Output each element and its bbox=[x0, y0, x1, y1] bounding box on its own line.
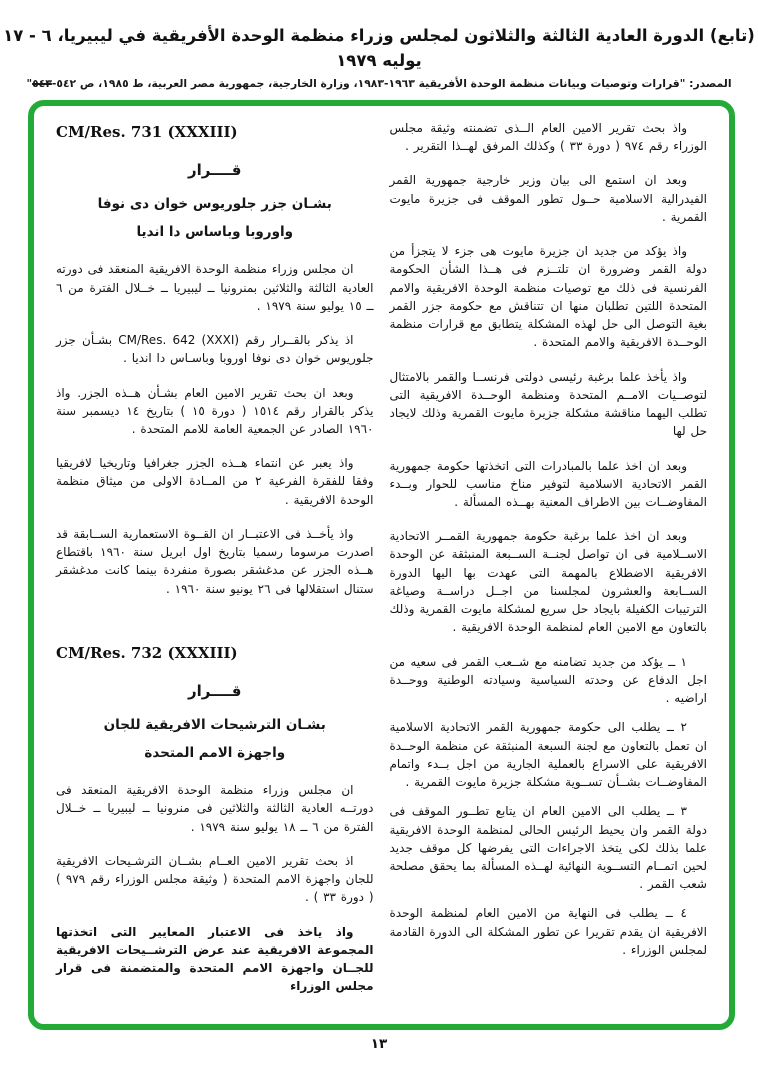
resolution-paragraph: واذ ياخذ فى الاعتبار المعايير التى اتخذتها المجموعة الافريقية عند عرض الترشــيحات الافريقية للجــان واجهزة الامم المتحدة والمتضمنة فى قرار مجلس الوزراء bbox=[56, 924, 374, 994]
resolution-subject-line: واوروبا وباساس دا انديا bbox=[136, 223, 293, 240]
resolution-subject-line: بشـان جزر جلوريوس خوان دى نوفا bbox=[97, 196, 332, 212]
resolution-subject bbox=[56, 712, 374, 767]
page-number: ١٣ bbox=[370, 1036, 388, 1052]
resolution-paragraph: واذ يأخذ علما برغبة رئيسى دولتى فرنســا والقمر بالامتثال لتوصــيات الامــم المتحدة ومنظمة الوحــدة الافريقية التى تطلب اليهما مناقشة مشكلة جزيرة مايوت القمرية وذلك لايجاد حل لها bbox=[389, 369, 707, 439]
resolution-paragraph: وبعد ان اخذ علما بالمبادرات التى اتخذتها حكومة جمهورية القمر الاتحادية الاسلامية لتوفير مناخ مناسب للحوار وبــدء المفاوضــات بين الاطراف المعنية بهــذه المسألة . bbox=[389, 458, 707, 509]
column-left bbox=[56, 119, 374, 1014]
resolution-code-732: CM/Res. 732 (XXXIII) bbox=[56, 643, 238, 662]
resolution-paragraph: وبعد ان اخذ علما برغبة حكومة جمهورية القمــر الاتحادية الاســلامية فى ان تواصل لجنــة الســبعة المنبثقة عن الوحدة الافريقية الاضطلاع بالمهمة التى عهدت بها اليها الدورة الســابعة والعشرون لمجلسنا من اجــل دراســة وصياغة الترتيبات الكفيلة بايجاد حل سريع لمشكلة مايوت القمرية وذلك بالتعاون مع الامين العام لمنظمة الوحدة الافريقية . bbox=[389, 529, 707, 635]
page-header bbox=[0, 24, 758, 90]
resolution-subject-line: واجهزة الامم المتحدة bbox=[144, 744, 286, 761]
resolution-subject bbox=[56, 191, 374, 246]
source-citation-struck-text: ٥٤٣ bbox=[32, 76, 52, 90]
document-columns bbox=[34, 106, 729, 1024]
resolution-operative-item: ٤ ــ يطلب فى النهاية من الامين العام لمنظمة الوحدة الافريقية ان يقدم تقريرا عن تطور المشكلة الى الدورة القادمة لمجلس الوزراء . bbox=[389, 906, 707, 957]
source-citation-closing-quote: " bbox=[26, 76, 33, 90]
resolution-title: قــــرار bbox=[188, 161, 242, 179]
resolution-operative-item: ١ ــ يؤكد من جديد تضامنه مع شــعب القمر فى سعيه من اجل الدفاع عن وحدته السياسية وسيادته الوطنية ووحــدة اراضيه . bbox=[389, 654, 707, 706]
resolution-paragraph: واذ يؤكد من جديد ان جزيرة مايوت هى جزء لا يتجزأ من دولة القمر وضرورة ان تلتــزم فى هــذا الشأن الحكومة الفرنسية فى ذلك مع توصيات منظمة الوحدة الافريقية والامم المتحدة اللتين تطلبان منها ان تتناقش مع حكومة جزر القمر بغية التوصل الى حل لهذه المشكلة يتطابق مع قرارات منظمة الوحــدة الافريقية والامم المتحدة . bbox=[389, 244, 707, 350]
session-title: (تابع) الدورة العادية الثالثة والثلاثون لمجلس وزراء منظمة الوحدة الأفريقية في ليبيريا، ٦ - ١٧ يوليه ١٩٧٩ bbox=[3, 26, 755, 70]
page-footer bbox=[0, 1036, 758, 1052]
resolution-operative-item: ٣ ــ يطلب الى الامين العام ان يتابع تطــور الموقف فى دولة القمر وان يحيط الرئيس الحالى لمنظمة الوحدة الافريقية علما بذلك لكى يتخذ الاجراءات التى يفرضها كل موقف جديد لحين اتمــام التســوية النهائية لهــذه المسألة بما يحقق مصلحة شعب القمر . bbox=[389, 804, 707, 892]
source-citation bbox=[0, 77, 758, 90]
column-right bbox=[390, 119, 708, 1014]
resolution-title: قــــرار bbox=[188, 681, 242, 700]
source-citation-text: المصدر: "قرارات وتوصيات وبيانات منظمة الوحدة الأفريقية ١٩٦٣-١٩٨٣، وزارة الخارجية، جمهورية مصر العربية، ط ١٩٨٥، ص ٥٤٢- bbox=[51, 76, 732, 90]
resolution-paragraph: واذ بحث تقرير الامين العام الــذى تضمنته وثيقة مجلس الوزراء رقم ٩٧٤ ( دورة ٣٣ ) وكذلك المرفق لهــذا التقرير . bbox=[389, 121, 707, 154]
resolution-code-731: CM/Res. 731 (XXXIII) bbox=[56, 123, 238, 141]
resolution-paragraph: ان مجلس وزراء منظمة الوحدة الافريقية المنعقد فى دورتــه العادية الثالثة والثلاثين فى منرونيا ــ ليبيريا ــ خــلال الفترة من ٦ ــ ١٨ يوليو سنة ١٩٧٩ . bbox=[56, 783, 374, 834]
resolution-paragraph: وبعد ان بحث تقرير الامين العام بشـأن هــذه الجزر. واذ يذكر بالقرار رقم ١٥١٤ ( دورة ١٥ ) بتاريخ ١٤ ديسمبر سنة ١٩٦٠ الصادر عن الجمعية العامة للامم المتحدة . bbox=[56, 385, 374, 436]
document-frame bbox=[28, 100, 735, 1030]
resolution-paragraph: واذ يأخــذ فى الاعتبــار ان القــوة الاستعمارية الســابقة قد اصدرت مرسوما رسميا بتاريخ اول ابريل سنة ١٩٦٠ باقتطاع هــذه الجزر عن مدغشقر بصورة منفردة بينما كانت مدغشقر ستنال استقلالها فى ٢٦ يونيو سنة ١٩٦٠ . bbox=[56, 526, 374, 596]
resolution-paragraph: ان مجلس وزراء منظمة الوحدة الافريقية المنعقد فى دورته العادية الثالثة والثلاثين بمنرونيا ــ ليبيريا ــ خــلال الفترة من ٦ ــ ١٥ يوليو سنة ١٩٧٩ . bbox=[56, 262, 374, 313]
resolution-paragraph: وبعد ان استمع الى بيان وزير خارجية جمهورية القمر الفيدرالية الاسلامية حــول تطور الموقف فى جزيرة مايوت القمرية . bbox=[389, 173, 707, 224]
resolution-paragraph: واذ يعبر عن انتماء هــذه الجزر جغرافيا وتاريخيا لافريقيا وفقا للفقرة الفرعية ٢ من المــادة الاولى من ميثاق منظمة الوحدة الافريقية . bbox=[56, 456, 374, 507]
resolution-paragraph: اذ يذكر بالقــرار رقم CM/Res. 642 (XXXI) بشـأن جزر جلوريوس خوان دى نوفا اوروبا وباسـاس دا انديا . bbox=[56, 333, 374, 366]
resolution-operative-item: ٢ ــ يطلب الى حكومة جمهورية القمر الاتحادية الاسلامية ان تعمل بالتعاون مع لجنة السبعة المنبثقة عن منظمة الوحــدة الافريقية على الاسراع بالعملية الجارية من اجل بــدء واتمام المفاوضــات بشــأن تســوية مشكلة جزيرة مايوت القمرية . bbox=[389, 720, 707, 790]
resolution-subject-line: بشـان الترشيحات الافريقية للجان bbox=[103, 716, 326, 733]
resolution-paragraph: اذ بحث تقرير الامين العــام بشــان الترشـيحات الافريقية للجان واجهزة الامم المتحدة ( وثيقة مجلس الوزراء رقم ٩٧٩ ) ( دورة ٣٣ ) . bbox=[56, 853, 374, 905]
